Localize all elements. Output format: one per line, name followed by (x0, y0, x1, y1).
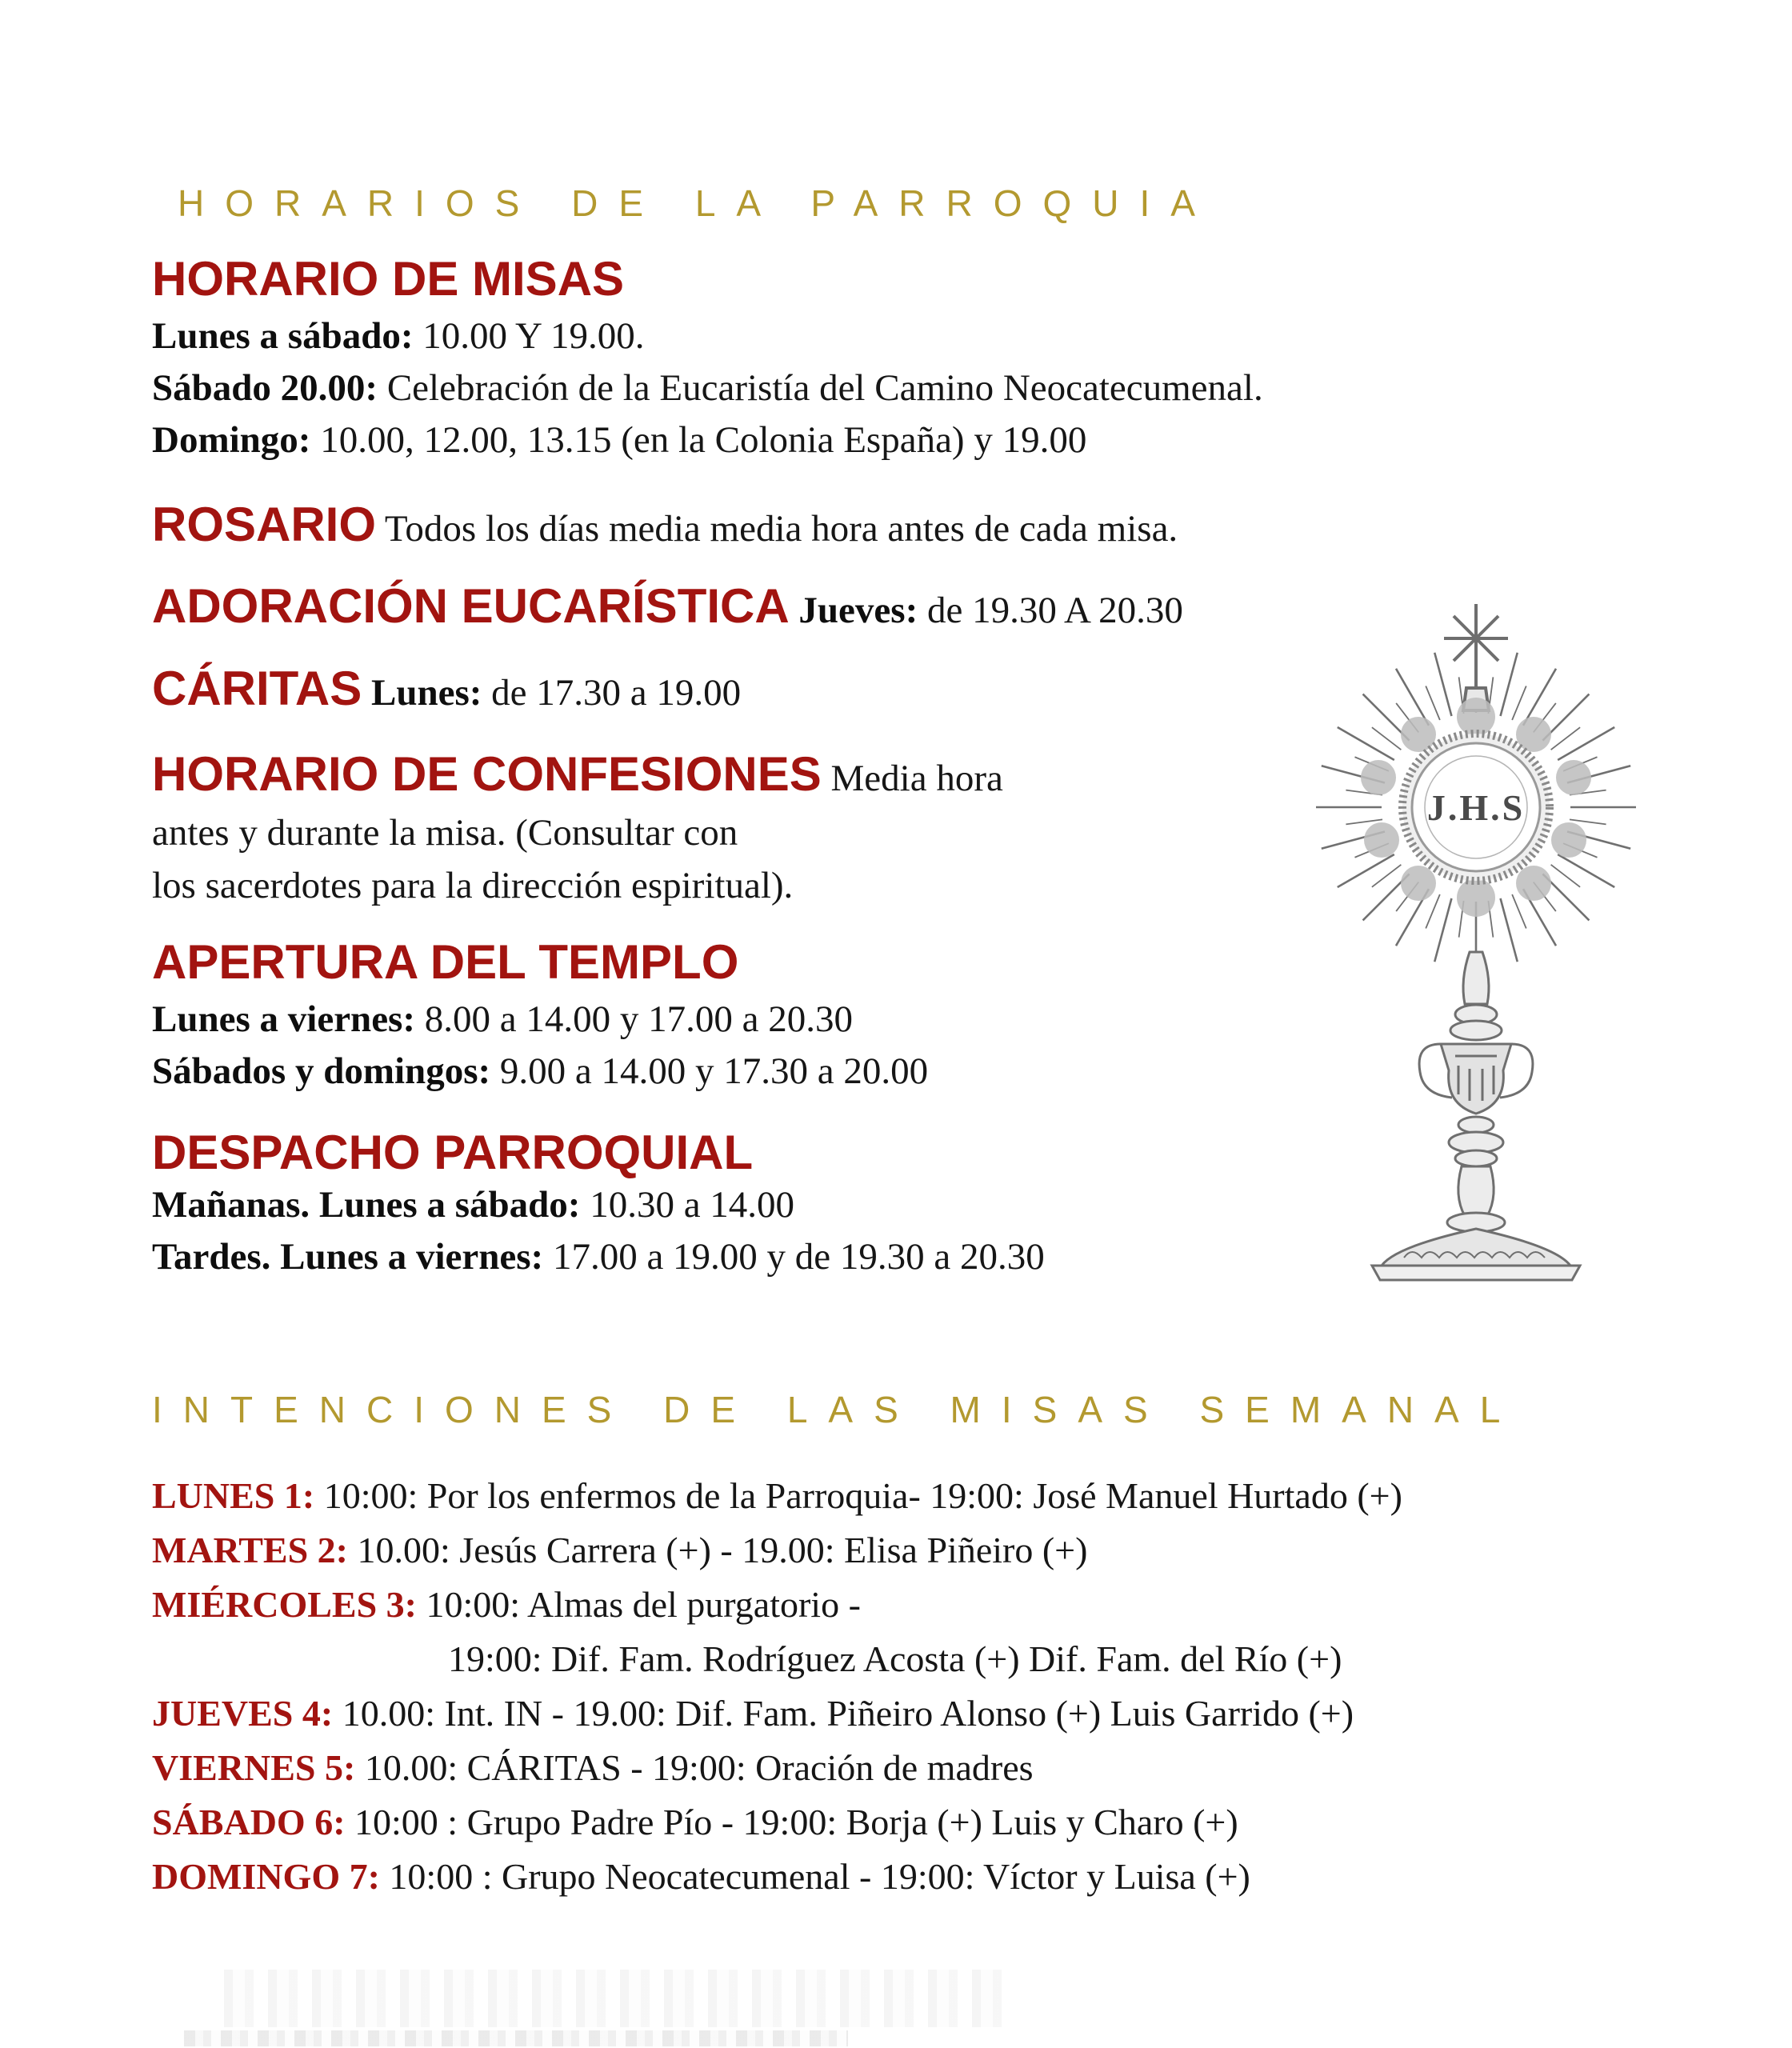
monstrance-illustration (1252, 576, 1700, 1296)
intention-row (152, 1523, 1521, 1578)
day-range-label: Lunes a viernes: (152, 998, 415, 1040)
section-heading-despacho: DESPACHO PARROQUIAL (152, 1126, 754, 1179)
schedule-line (152, 310, 1521, 362)
faint-artifact-strip (184, 2030, 848, 2046)
intentions-list (152, 1469, 1521, 1904)
jhs-monogram: J.H.S (1426, 787, 1526, 828)
monstrance-engraving (1252, 576, 1700, 1296)
caritas-text: de 17.30 a 19.00 (482, 672, 742, 714)
section-heading-apertura: APERTURA DEL TEMPLO (152, 935, 739, 989)
intention-day-label: JUEVES 4: (152, 1693, 334, 1734)
rosario-text: Todos los días media media hora antes de cada misa. (376, 508, 1178, 550)
intention-text: 10.00: Int. IN - 19.00: Dif. Fam. Piñeiro Alonso (+) Luis Garrido (+) (333, 1693, 1354, 1734)
day-range-label: Domingo: (152, 419, 311, 461)
schedule-line-text: Celebración de la Eucaristía del Camino Neocatecumenal. (378, 367, 1263, 409)
intention-text: 10.00: Jesús Carrera (+) - 19.00: Elisa Piñeiro (+) (348, 1530, 1088, 1570)
section-heading-confesiones: HORARIO DE CONFESIONES (152, 747, 822, 801)
schedule-line-text: 10.00, 12.00, 13.15 (en la Colonia España) y 19.00 (310, 419, 1087, 461)
confesiones-line-2: antes y durante la misa. (Consultar con (152, 812, 738, 854)
section-heading-adoracion: ADORACIÓN EUCARÍSTICA (152, 579, 790, 633)
caritas-day-label: Lunes: (362, 672, 482, 714)
intention-row-continuation (152, 1632, 1521, 1686)
schedule-line-text: 10.30 a 14.00 (580, 1184, 795, 1226)
confesiones-line-3: los sacerdotes para la dirección espiritual). (152, 865, 794, 906)
confesiones-text-1: Media hora (821, 758, 1003, 799)
section-rosario (152, 497, 1521, 557)
section-heading-caritas: CÁRITAS (152, 662, 362, 715)
cross-finial-icon (1444, 604, 1508, 710)
intention-row (152, 1578, 1521, 1632)
intention-day-label: DOMINGO 7: (152, 1856, 380, 1897)
misas-lines (152, 310, 1521, 466)
intention-row (152, 1850, 1521, 1904)
schedule-line (152, 414, 1521, 466)
adoracion-text: de 19.30 A 20.30 (918, 590, 1183, 631)
intention-day-label: MARTES 2: (152, 1530, 349, 1570)
schedule-line-text: 17.00 a 19.00 y de 19.30 a 20.30 (543, 1236, 1045, 1278)
intention-row (152, 1795, 1521, 1850)
day-range-label: Sábado 20.00: (152, 367, 378, 409)
intention-text: 10:00 : Grupo Padre Pío - 19:00: Borja (+) Luis y Charo (+) (345, 1802, 1238, 1842)
section-heading-misas: HORARIO DE MISAS (152, 252, 625, 306)
section-heading-rosario: ROSARIO (152, 498, 377, 551)
intention-day-label: SÁBADO 6: (152, 1802, 346, 1842)
intention-text: 10:00: Por los enfermos de la Parroquia- 19:00: José Manuel Hurtado (+) (314, 1475, 1402, 1516)
faint-artifact-strip (224, 1970, 1016, 2027)
intention-row (152, 1741, 1521, 1795)
intention-text: 10.00: CÁRITAS - 19:00: Oración de madres (355, 1747, 1034, 1788)
intention-day-label: VIERNES 5: (152, 1747, 356, 1788)
intention-text: 10:00 : Grupo Neocatecumenal - 19:00: Víctor y Luisa (+) (379, 1856, 1250, 1897)
intention-row (152, 1469, 1521, 1523)
schedule-line (152, 362, 1521, 414)
intentions-title: INTENCIONES DE LAS MISAS SEMANAL (152, 1389, 1522, 1430)
intention-text: 10:00: Almas del purgatorio - (416, 1584, 861, 1625)
schedule-line-text: 10.00 Y 19.00. (413, 315, 645, 357)
day-range-label: Lunes a sábado: (152, 315, 414, 357)
schedule-line-text: 8.00 a 14.00 y 17.00 a 20.30 (415, 998, 853, 1040)
schedule-line-text: 9.00 a 14.00 y 17.30 a 20.00 (490, 1050, 929, 1092)
monstrance-stem (1372, 952, 1580, 1280)
intention-text: 19:00: Dif. Fam. Rodríguez Acosta (+) Dif. Fam. del Río (+) (448, 1638, 1342, 1679)
intention-day-label: LUNES 1: (152, 1475, 315, 1516)
day-range-label: Mañanas. Lunes a sábado: (152, 1184, 581, 1226)
day-range-label: Tardes. Lunes a viernes: (152, 1236, 544, 1278)
adoracion-day-label: Jueves: (789, 590, 918, 631)
day-range-label: Sábados y domingos: (152, 1050, 491, 1092)
page-title: HORARIOS DE LA PARROQUIA (178, 182, 1216, 224)
intention-row (152, 1686, 1521, 1741)
intention-day-label: MIÉRCOLES 3: (152, 1584, 417, 1625)
